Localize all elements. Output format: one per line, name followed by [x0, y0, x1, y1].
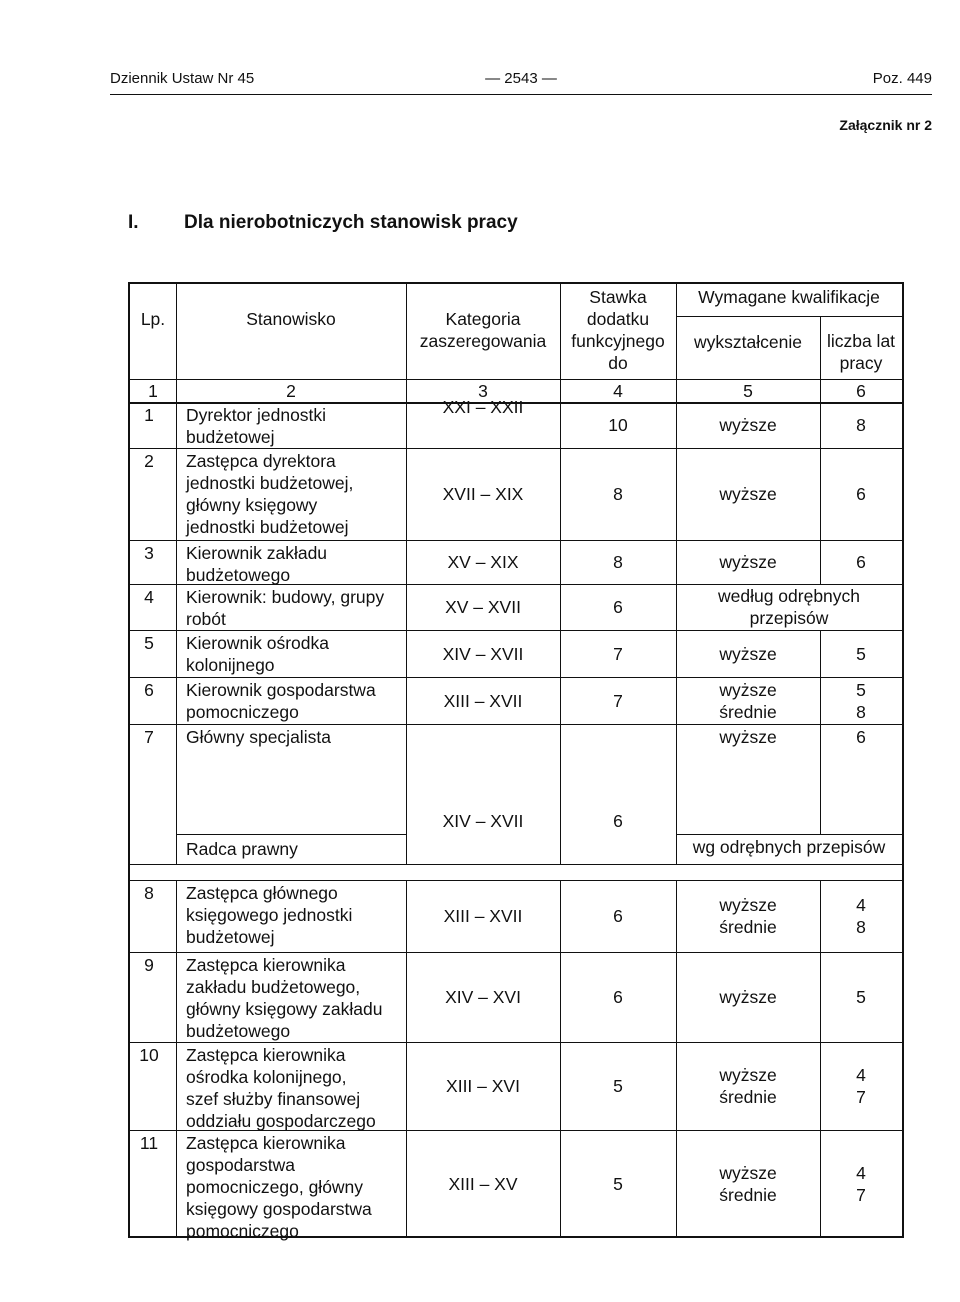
position-name: budżetowej	[186, 427, 275, 447]
category-range: XIV – XVII	[442, 811, 524, 831]
header-qualifications: Wymagane kwalifikacje	[698, 287, 880, 307]
position-name: Kierownik gospodarstwa	[186, 680, 376, 700]
position-name: jednostki budżetowej,	[186, 473, 354, 493]
header-allowance: dodatku	[586, 309, 650, 329]
table-rule	[176, 880, 177, 952]
position-name: Zastępca dyrektora	[186, 451, 336, 471]
qualifications-table	[128, 282, 904, 1241]
position-name: Główny specjalista	[186, 727, 331, 747]
years-required: 5	[856, 679, 866, 700]
position-name: robót	[186, 609, 226, 629]
position-name: księgowego jednostki	[186, 905, 353, 925]
years-required: 8	[856, 701, 866, 722]
table-rule	[176, 1042, 177, 1130]
education-level: wyższe	[719, 679, 777, 700]
position-name: księgowy gospodarstwa	[186, 1199, 372, 1219]
row-number: 6	[144, 680, 154, 700]
position-name: Kierownik ośrodka	[186, 633, 329, 653]
table-rule	[176, 448, 177, 540]
position-name: gospodarstwa	[186, 1155, 295, 1175]
position-name: zakładu budżetowego,	[186, 977, 361, 997]
section-title: Dla nierobotniczych stanowisk pracy	[184, 212, 518, 233]
section-number: I.	[128, 212, 139, 233]
category-range: XIII – XVI	[446, 1076, 520, 1096]
category-range: XIV – XVII	[442, 643, 524, 664]
position-name: główny księgowy	[186, 495, 318, 515]
separate-regulations-note: przepisów	[749, 608, 829, 628]
allowance-level: 7	[613, 643, 623, 664]
position-name: główny księgowy zakładu	[186, 999, 383, 1019]
education-level: średnie	[719, 701, 777, 722]
allowance-level: 10	[608, 415, 628, 435]
page-header	[110, 70, 932, 94]
position-number: Poz. 449	[872, 70, 932, 87]
years-required: 8	[856, 917, 866, 937]
column-number: 6	[856, 381, 866, 401]
header-rule	[110, 94, 932, 95]
journal-title: Dziennik Ustaw Nr 45	[110, 70, 255, 87]
position-name: ośrodka kolonijnego,	[186, 1067, 347, 1087]
years-required: 5	[856, 987, 866, 1007]
header-position: Stanowisko	[246, 309, 336, 329]
table-rule	[176, 630, 177, 677]
table-rule	[130, 724, 902, 725]
position-name: pomocniczego	[186, 1221, 299, 1241]
column-number: 2	[286, 381, 296, 401]
years-required: 8	[856, 415, 866, 435]
table-rule	[176, 677, 177, 724]
years-required: 5	[856, 643, 866, 664]
allowance-level: 5	[613, 1174, 623, 1194]
position-name: szef służby finansowej	[186, 1089, 361, 1109]
row-number: 2	[144, 451, 154, 471]
row-number: 10	[139, 1045, 159, 1065]
table-rule	[676, 834, 902, 835]
table-rule	[176, 540, 177, 584]
column-number: 5	[743, 381, 753, 401]
table-rule	[176, 1130, 177, 1238]
row-number: 1	[144, 405, 154, 425]
position-name: pomocniczego	[186, 702, 299, 722]
annex-label: Załącznik nr 2	[839, 117, 932, 133]
page-number: — 2543 —	[485, 70, 557, 87]
row-number: 11	[139, 1133, 159, 1153]
education-level: wyższe	[719, 727, 777, 747]
table-rule	[176, 724, 177, 864]
section-heading	[128, 212, 518, 234]
separate-regulations-note: według odrębnych	[717, 586, 861, 606]
education-level: średnie	[719, 917, 777, 937]
table-rule	[130, 880, 902, 881]
row-number: 9	[144, 955, 154, 975]
row-number: 8	[144, 883, 154, 903]
header-education: wykształcenie	[694, 332, 802, 352]
years-required: 7	[856, 1087, 866, 1107]
position-name: Zastępca głównego	[186, 883, 338, 903]
table-rule	[406, 724, 407, 864]
education-level: wyższe	[719, 1163, 777, 1183]
column-number: 4	[613, 381, 623, 401]
table-rule	[902, 379, 903, 402]
header-category: zaszeregowania	[419, 331, 547, 351]
allowance-level: 5	[613, 1076, 623, 1096]
years-required: 4	[856, 1065, 866, 1085]
header-years: pracy	[839, 353, 883, 373]
table-rule	[130, 448, 902, 449]
table-rule	[130, 1042, 902, 1043]
separate-regulations-note: wg odrębnych przepisów	[692, 837, 886, 857]
category-range: XVII – XIX	[442, 484, 524, 504]
education-level: wyższe	[719, 895, 777, 915]
category-range: XV – XVII	[445, 597, 521, 617]
allowance-level: 6	[613, 906, 623, 926]
position-name: Kierownik zakładu	[186, 543, 328, 563]
column-number: 3	[478, 381, 488, 401]
allowance-level: 7	[613, 690, 623, 711]
category-range: XIII – XVII	[443, 906, 523, 926]
table-rule	[560, 724, 561, 864]
row-number: 5	[144, 633, 154, 653]
years-required: 6	[856, 727, 866, 747]
years-required: 6	[856, 484, 866, 504]
position-name: pomocniczego, główny	[186, 1177, 364, 1197]
table-rule	[130, 864, 902, 865]
header-allowance: funkcyjnego	[571, 331, 665, 351]
table-rule	[130, 952, 902, 953]
header-allowance: do	[608, 353, 628, 373]
category-range: XIII – XV	[448, 1174, 518, 1194]
years-required: 7	[856, 1185, 866, 1205]
years-required: 6	[856, 552, 866, 572]
header-allowance: Stawka	[589, 287, 647, 307]
allowance-level: 6	[613, 987, 623, 1007]
position-name: Kierownik: budowy, grupy	[186, 587, 385, 607]
table-rule	[176, 284, 177, 379]
header-category: Kategoria	[445, 309, 521, 329]
position-name: Zastępca kierownika	[186, 1045, 346, 1065]
column-number: 1	[148, 381, 158, 401]
row-number: 4	[144, 587, 154, 607]
table-rule	[130, 630, 902, 631]
table-rule	[676, 316, 902, 317]
category-range: XIV – XVI	[445, 987, 521, 1007]
education-level: wyższe	[719, 1065, 777, 1085]
position-name: Zastępca kierownika	[186, 955, 346, 975]
position-name: Radca prawny	[186, 839, 298, 859]
category-range: XIII – XVII	[443, 690, 523, 711]
position-name: kolonijnego	[186, 655, 275, 675]
table-rule	[176, 952, 177, 1042]
allowance-level: 6	[613, 597, 623, 617]
years-required: 4	[856, 895, 866, 915]
row-number: 7	[144, 727, 154, 747]
table-rule	[130, 540, 902, 541]
allowance-level: 6	[613, 811, 623, 831]
education-level: wyższe	[719, 415, 777, 435]
table-rule	[176, 584, 177, 630]
row-number: 3	[144, 543, 154, 563]
education-level: wyższe	[719, 987, 777, 1007]
education-level: średnie	[719, 1087, 777, 1107]
position-name: budżetowego	[186, 1021, 291, 1041]
header-years: liczba lat	[826, 331, 896, 351]
years-required: 4	[856, 1163, 866, 1183]
header-lp: Lp.	[140, 309, 166, 329]
education-level: średnie	[719, 1185, 777, 1205]
education-level: wyższe	[719, 643, 777, 664]
allowance-level: 8	[613, 484, 623, 504]
education-level: wyższe	[719, 484, 777, 504]
category-range: XXI – XXII	[442, 397, 524, 417]
position-name: budżetowej	[186, 927, 275, 947]
position-name: Dyrektor jednostki	[186, 405, 327, 425]
allowance-level: 8	[613, 552, 623, 572]
position-name: Zastępca kierownika	[186, 1133, 346, 1153]
table-rule	[176, 402, 177, 448]
table-rule	[176, 834, 406, 835]
position-name: oddziału gospodarczego	[186, 1111, 376, 1131]
category-range: XV – XIX	[447, 552, 519, 572]
position-name: jednostki budżetowej	[186, 517, 349, 537]
education-level: wyższe	[719, 552, 777, 572]
position-name: budżetowego	[186, 565, 291, 585]
